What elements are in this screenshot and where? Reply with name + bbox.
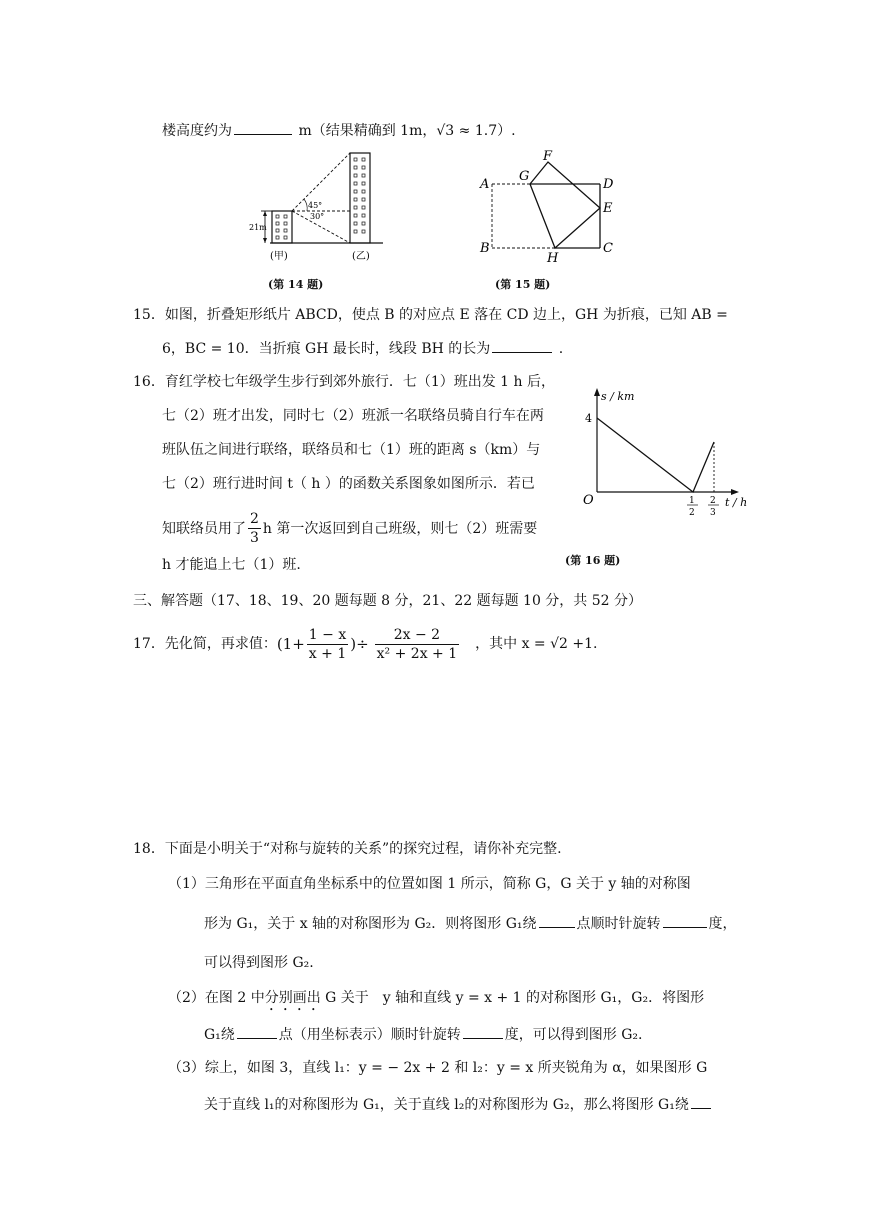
label-H: H	[547, 251, 559, 266]
q18-p1-line2-b: 点顺时针旋转	[576, 916, 661, 932]
building-yi	[350, 153, 370, 243]
y-axis-label: s / km	[601, 390, 635, 403]
x-axis-label: t / h	[725, 496, 748, 509]
q16-line3: 班队伍之间进行联络，联络员和七（1）班的距离 s（km）与	[162, 442, 541, 458]
label-yi: (乙)	[352, 251, 370, 262]
q15-line2	[162, 338, 563, 359]
q16-fraction: $\frac{2}{3}$	[250, 511, 259, 546]
x-tick1-num: 1	[689, 496, 695, 506]
label-21m: 21m	[249, 223, 267, 232]
q14-unit: m	[298, 123, 312, 139]
q18-p2-emphasis: 分别画出	[264, 990, 321, 1006]
q18-p3-blank1[interactable]	[691, 1094, 711, 1109]
q18-p2-line2-b: 点（用坐标表示）顺时针旋转	[278, 1027, 461, 1043]
x-tick1-den: 2	[689, 508, 695, 518]
q17-fraction1: $\frac{1 - x}{x + 1}$	[308, 626, 347, 662]
q15-answer-blank[interactable]	[492, 338, 552, 353]
q18-p1-line3: 可以得到图形 G₂.	[204, 955, 314, 971]
figure-16	[575, 384, 755, 524]
q14-close: ）.	[497, 123, 516, 139]
q17-open: (1+	[276, 635, 305, 653]
q18-p3-line1: （3）综上，如图 3，直线 l₁：y = − 2x + 2 和 l₂：y = x 所夹锐角为 α，如果图形 G	[168, 1060, 708, 1076]
building-jia	[272, 211, 292, 243]
q16-line2: 七（2）班才出发，同时七（2）班派一名联络员骑自行车在两	[162, 408, 544, 424]
q14-sqrt: √3 ≈ 1.7	[436, 123, 498, 139]
label-B: B	[480, 241, 490, 256]
q18-p1-blank1[interactable]	[539, 913, 575, 928]
origin-label: O	[583, 493, 594, 508]
q16-line4: 七（2）班行进时间 t（ h ）的函数关系图象如图所示．若已	[162, 476, 535, 492]
q16-line5-prefix: 知联络员用了	[162, 520, 246, 537]
q18-p2-blank1[interactable]	[237, 1024, 277, 1039]
label-E: E	[603, 201, 613, 216]
q18-p1-line2-c: 度，	[708, 916, 737, 932]
q16-line5-suffix: h 第一次返回到自己班级，则七（2）班需要	[262, 520, 538, 537]
x-tick2-den: 3	[710, 508, 716, 518]
x-tick2-num: 2	[710, 496, 716, 506]
q14-prefix: 楼高度约为	[162, 123, 232, 139]
section-3-heading: 三、解答题（17、18、19、20 题每题 8 分，21、22 题每题 10 分，共 52 分）	[133, 593, 643, 609]
q17-prefix: 17．先化简，再求值：	[133, 636, 277, 652]
q14-note: （结果精确到 1m，	[311, 123, 437, 139]
q16-line5	[162, 510, 537, 547]
q16-line6: h 才能追上七（1）班.	[162, 557, 301, 573]
caption-16: (第 16 题)	[565, 554, 621, 567]
q18-p2-line1-b: G 关于 y 轴和直线 y = x + 1 的对称图形 G₁，G₂．将图形	[320, 990, 705, 1006]
caption-15: (第 15 题)	[495, 278, 551, 291]
q18-p1-blank2[interactable]	[663, 913, 707, 928]
q18-p1-line1: （1）三角形在平面直角坐标系中的位置如图 1 所示，简称 G，G 关于 y 轴的对称图	[168, 876, 691, 892]
q17-suffix: ，其中 x = √2 +1.	[475, 636, 598, 652]
q18-p2-line2-c: 度，可以得到图形 G₂.	[504, 1027, 643, 1043]
q18-p2-line2-a: G₁绕	[204, 1027, 235, 1043]
q15-line2-suffix: .	[558, 341, 564, 357]
q14-answer-blank[interactable]	[234, 120, 292, 135]
q18-p3-line2	[204, 1094, 713, 1115]
label-jia: (甲)	[270, 251, 288, 262]
label-F: F	[543, 149, 553, 164]
y-tick-4: 4	[585, 412, 592, 425]
q15-line1: 15．如图，折叠矩形纸片 ABCD，使点 B 的对应点 E 落在 CD 边上，GH 为折痕，已知 AB =	[133, 307, 728, 323]
q18-p1-line2-a: 形为 G₁，关于 x 轴的对称图形为 G₂．则将图形 G₁绕	[204, 916, 537, 932]
q18-p2-line1	[168, 988, 704, 1014]
q14-tail-line	[162, 120, 516, 141]
figure-15	[475, 148, 625, 270]
q18-p2-blank2[interactable]	[463, 1024, 503, 1039]
q16-line1: 16．育红学校七年级学生步行到郊外旅行．七（1）班出发 1 h 后，	[133, 374, 555, 390]
q18-intro: 18．下面是小明关于“对称与旋转的关系”的探究过程，请你补充完整.	[133, 841, 562, 857]
q17-div: )÷	[350, 635, 369, 653]
label-A: A	[480, 177, 490, 192]
angle-30: 30°	[310, 212, 325, 221]
figure-14	[248, 148, 398, 270]
q18-p2-line1-a: （2）在图 2 中	[168, 990, 265, 1006]
q17-line	[133, 624, 597, 664]
q18-p1-line2	[204, 913, 737, 934]
distance-graph-line	[597, 418, 714, 492]
label-C: C	[603, 241, 613, 256]
label-D: D	[603, 177, 614, 192]
caption-14: (第 14 题)	[268, 278, 324, 291]
angle-45: 45°	[308, 201, 323, 210]
label-G: G	[519, 169, 530, 184]
q18-p2-line2	[204, 1024, 643, 1045]
q18-p3-line2-text: 关于直线 l₁的对称图形为 G₁，关于直线 l₂的对称图形为 G₂，那么将图形 G₁绕	[204, 1097, 689, 1113]
q17-fraction2: $\frac{2x - 2}{\text{x² + 2x + 1}}$	[376, 626, 458, 662]
q15-line2-prefix: 6，BC = 10．当折痕 GH 最长时，线段 BH 的长为	[162, 341, 491, 357]
